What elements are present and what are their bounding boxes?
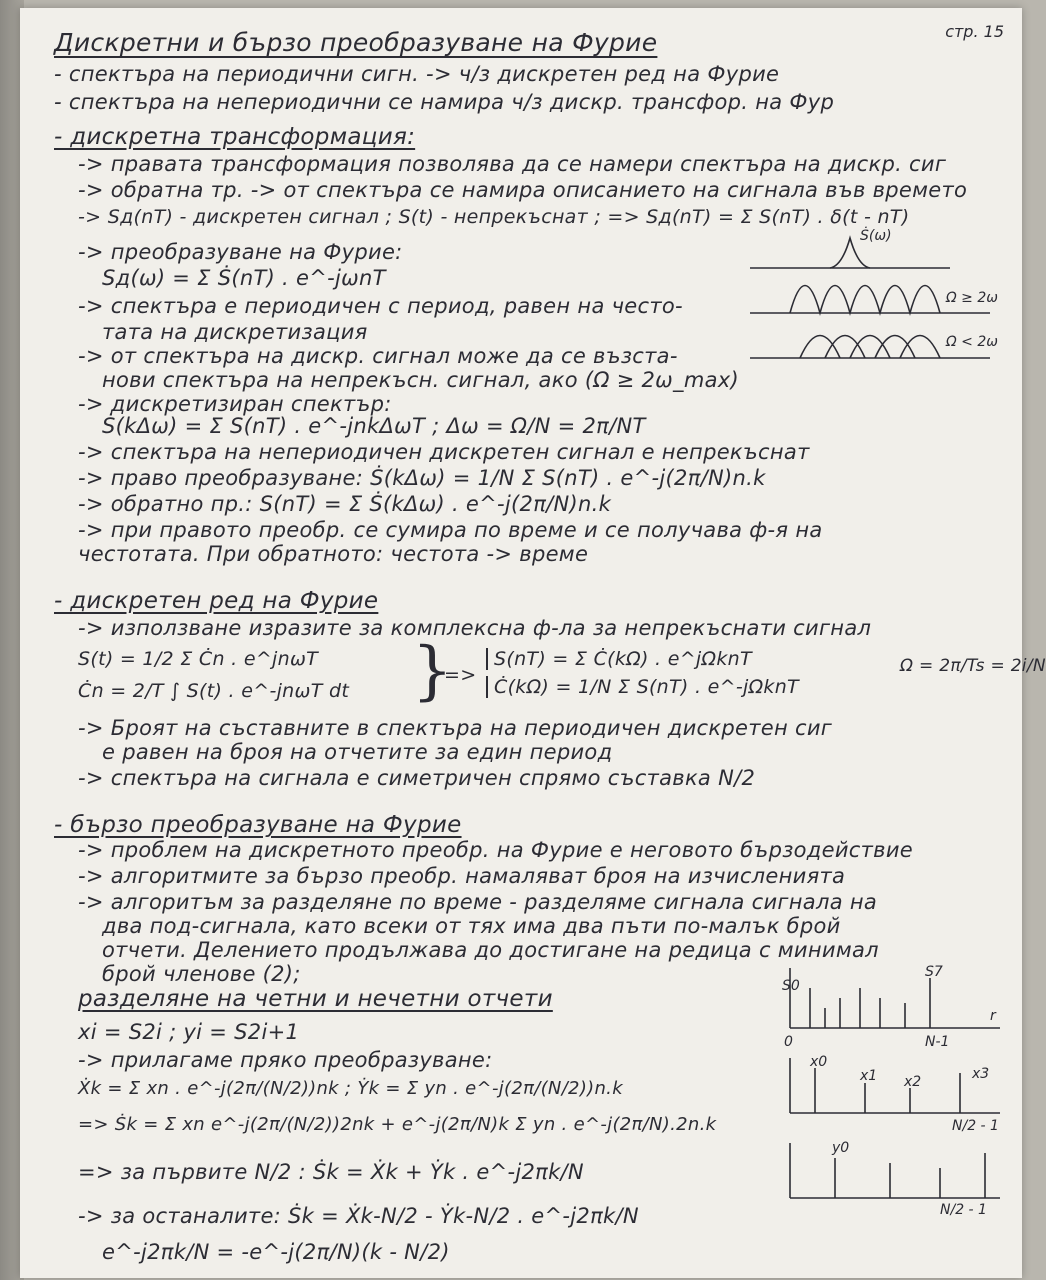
notebook-page [20, 8, 1046, 1278]
intro-line-1: - спектъра на периодични сигн. -> ч/з дискретен ред на Фурие [54, 62, 780, 86]
section2-line: е равен на броя на отчетите за един период [102, 740, 613, 764]
section3-formula: e^-j2πk/N = -e^-j(2π/N)(k - N/2) [102, 1240, 450, 1264]
section1-line: -> при правото преобр. се сумира по време и се получава ф-я на [78, 518, 823, 542]
decimation-stem-plots [770, 964, 1010, 1218]
section2-line: -> използване изразите за комплексна ф-ла за непрекъснати сигнал [78, 616, 872, 640]
section2-formula: Ω = 2π/Ts = 2i/N [900, 656, 1046, 676]
section1-formula: Sд(ω) = Σ Ṡ(nT) . e^-jωnT [102, 266, 386, 290]
spectrum-sketch [750, 218, 1020, 378]
implies-arrow: => [444, 664, 477, 686]
stem-label: x0 [810, 1054, 828, 1070]
section2-line: -> Броят на съставните в спектъра на периодичен дискретен сиг [78, 716, 833, 740]
stem-label: x3 [972, 1066, 990, 1082]
section1-line: -> преобразуване на Фурие: [78, 240, 403, 264]
section3-formula: -> за останалите: Ṡk = Ẋk-N/2 - Ẏk-N/2 . e^-j2πk/N [78, 1204, 639, 1228]
intro-line-2: - спектъра на непериодични се намира ч/з дискр. трансфор. на Фур [54, 90, 835, 114]
section1-line: нови спектъра на непрекъсн. сигнал, ако (Ω ≥ 2ω_max) [102, 368, 740, 392]
stem-label: r [990, 1008, 996, 1024]
section1-line: -> дискретизиран спектър: [78, 392, 392, 416]
brace: } [412, 634, 453, 708]
stem-label: N/2 - 1 [940, 1202, 987, 1218]
section1-line: -> обратна тр. -> от спектъра се намира описанието на сигнала във времето [78, 178, 968, 202]
section3-line: брой членове (2); [102, 962, 301, 986]
stem-label: S0 [782, 978, 800, 994]
section3-line: -> прилагаме пряко преобразуване: [78, 1048, 493, 1072]
stem-label: x2 [904, 1074, 922, 1090]
section1-heading: - дискретна трансформация: [54, 124, 416, 150]
section2-line: -> спектъра на сигнала е симетричен спрямо съставка N/2 [78, 766, 756, 790]
section1-line: -> правата трансформация позволява да се намери спектъра на дискр. сиг [78, 152, 947, 176]
section3-line: два под-сигнала, като всеки от тях има два пъти по-малък брой [102, 914, 841, 938]
section2-formula: S(nT) = Σ Ċ(kΩ) . e^jΩknT [486, 648, 752, 670]
section1-line: -> Sд(nT) - дискретен сигнал ; S(t) - непрекъснат ; => Sд(nT) = Σ S(nT) . δ(t - nT) [78, 206, 910, 228]
section1-line: тата на дискретизация [102, 320, 368, 344]
section1-line: -> обратно пр.: S(nT) = Σ Ṡ(kΔω) . e^-j(2π/N)n.k [78, 492, 612, 516]
stem-label: N/2 - 1 [952, 1118, 999, 1134]
section3-heading: - бързо преобразуване на Фурие [54, 812, 462, 838]
spectrum-label: Ṡ(ω) [860, 228, 892, 244]
section3-line: -> проблем на дискретното преобр. на Фурие е неговото бързодействие [78, 838, 914, 862]
section3-line: -> алгоритмите за бързо преобр. намаляват броя на изчисленията [78, 864, 846, 888]
section2-formula: S(t) = 1/2 Σ Ċn . e^jnωT [78, 648, 319, 670]
section2-formula: Ċ(kΩ) = 1/N Σ S(nT) . e^-jΩknT [486, 676, 799, 698]
stem-label: N-1 [925, 1034, 950, 1050]
section2-heading: - дискретен ред на Фурие [54, 588, 379, 614]
section1-line: честотата. При обратното: честота -> време [78, 542, 589, 566]
section3-subheading: разделяне на четни и нечетни отчети [78, 986, 553, 1012]
section1-line: -> спектъра е периодичен с период, равен на често- [78, 294, 683, 318]
section2-formula: Ċn = 2/T ∫ S(t) . e^-jnωT dt [78, 680, 350, 702]
section1-line: -> от спектъра на дискр. сигнал може да се възста- [78, 344, 678, 368]
section3-formula: => за първите N/2 : Ṡk = Ẋk + Ẏk . e^-j2πk/N [78, 1160, 584, 1184]
section3-formula: => Ṡk = Σ xn e^-j(2π/(N/2))2nk + e^-j(2π/N)k Σ yn . e^-j(2π/N).2n.k [78, 1114, 717, 1135]
section3-formula: Ẋk = Σ xn . e^-j(2π/(N/2))nk ; Ẏk = Σ yn . e^-j(2π/(N/2))n.k [78, 1078, 623, 1099]
page-title: Дискретни и бързо преобразуване на Фурие [54, 28, 658, 57]
spectrum-label: Ω ≥ 2ω [946, 290, 998, 306]
spectrum-label: Ω < 2ω [946, 334, 998, 350]
stem-label: x1 [860, 1068, 878, 1084]
section3-formula: xi = S2i ; yi = S2i+1 [78, 1020, 300, 1044]
stem-label: S7 [925, 964, 943, 980]
stem-label: 0 [784, 1034, 793, 1050]
section3-line: отчети. Делението продължава до достигане на редица с минимал [102, 938, 879, 962]
section1-line: -> спектъра на непериодичен дискретен сигнал е непрекъснат [78, 440, 810, 464]
stem-label: y0 [832, 1140, 850, 1156]
section1-formula: Ṡ(kΔω) = Σ S(nT) . e^-jnkΔωT ; Δω = Ω/N = 2π/NT [102, 414, 646, 438]
section1-line: -> право преобразуване: Ṡ(kΔω) = 1/N Σ S(nT) . e^-j(2π/N)n.k [78, 466, 766, 490]
page-number: стр. 15 [945, 22, 1004, 41]
section3-line: -> алгоритъм за разделяне по време - разделяме сигнала сигнала на [78, 890, 878, 914]
